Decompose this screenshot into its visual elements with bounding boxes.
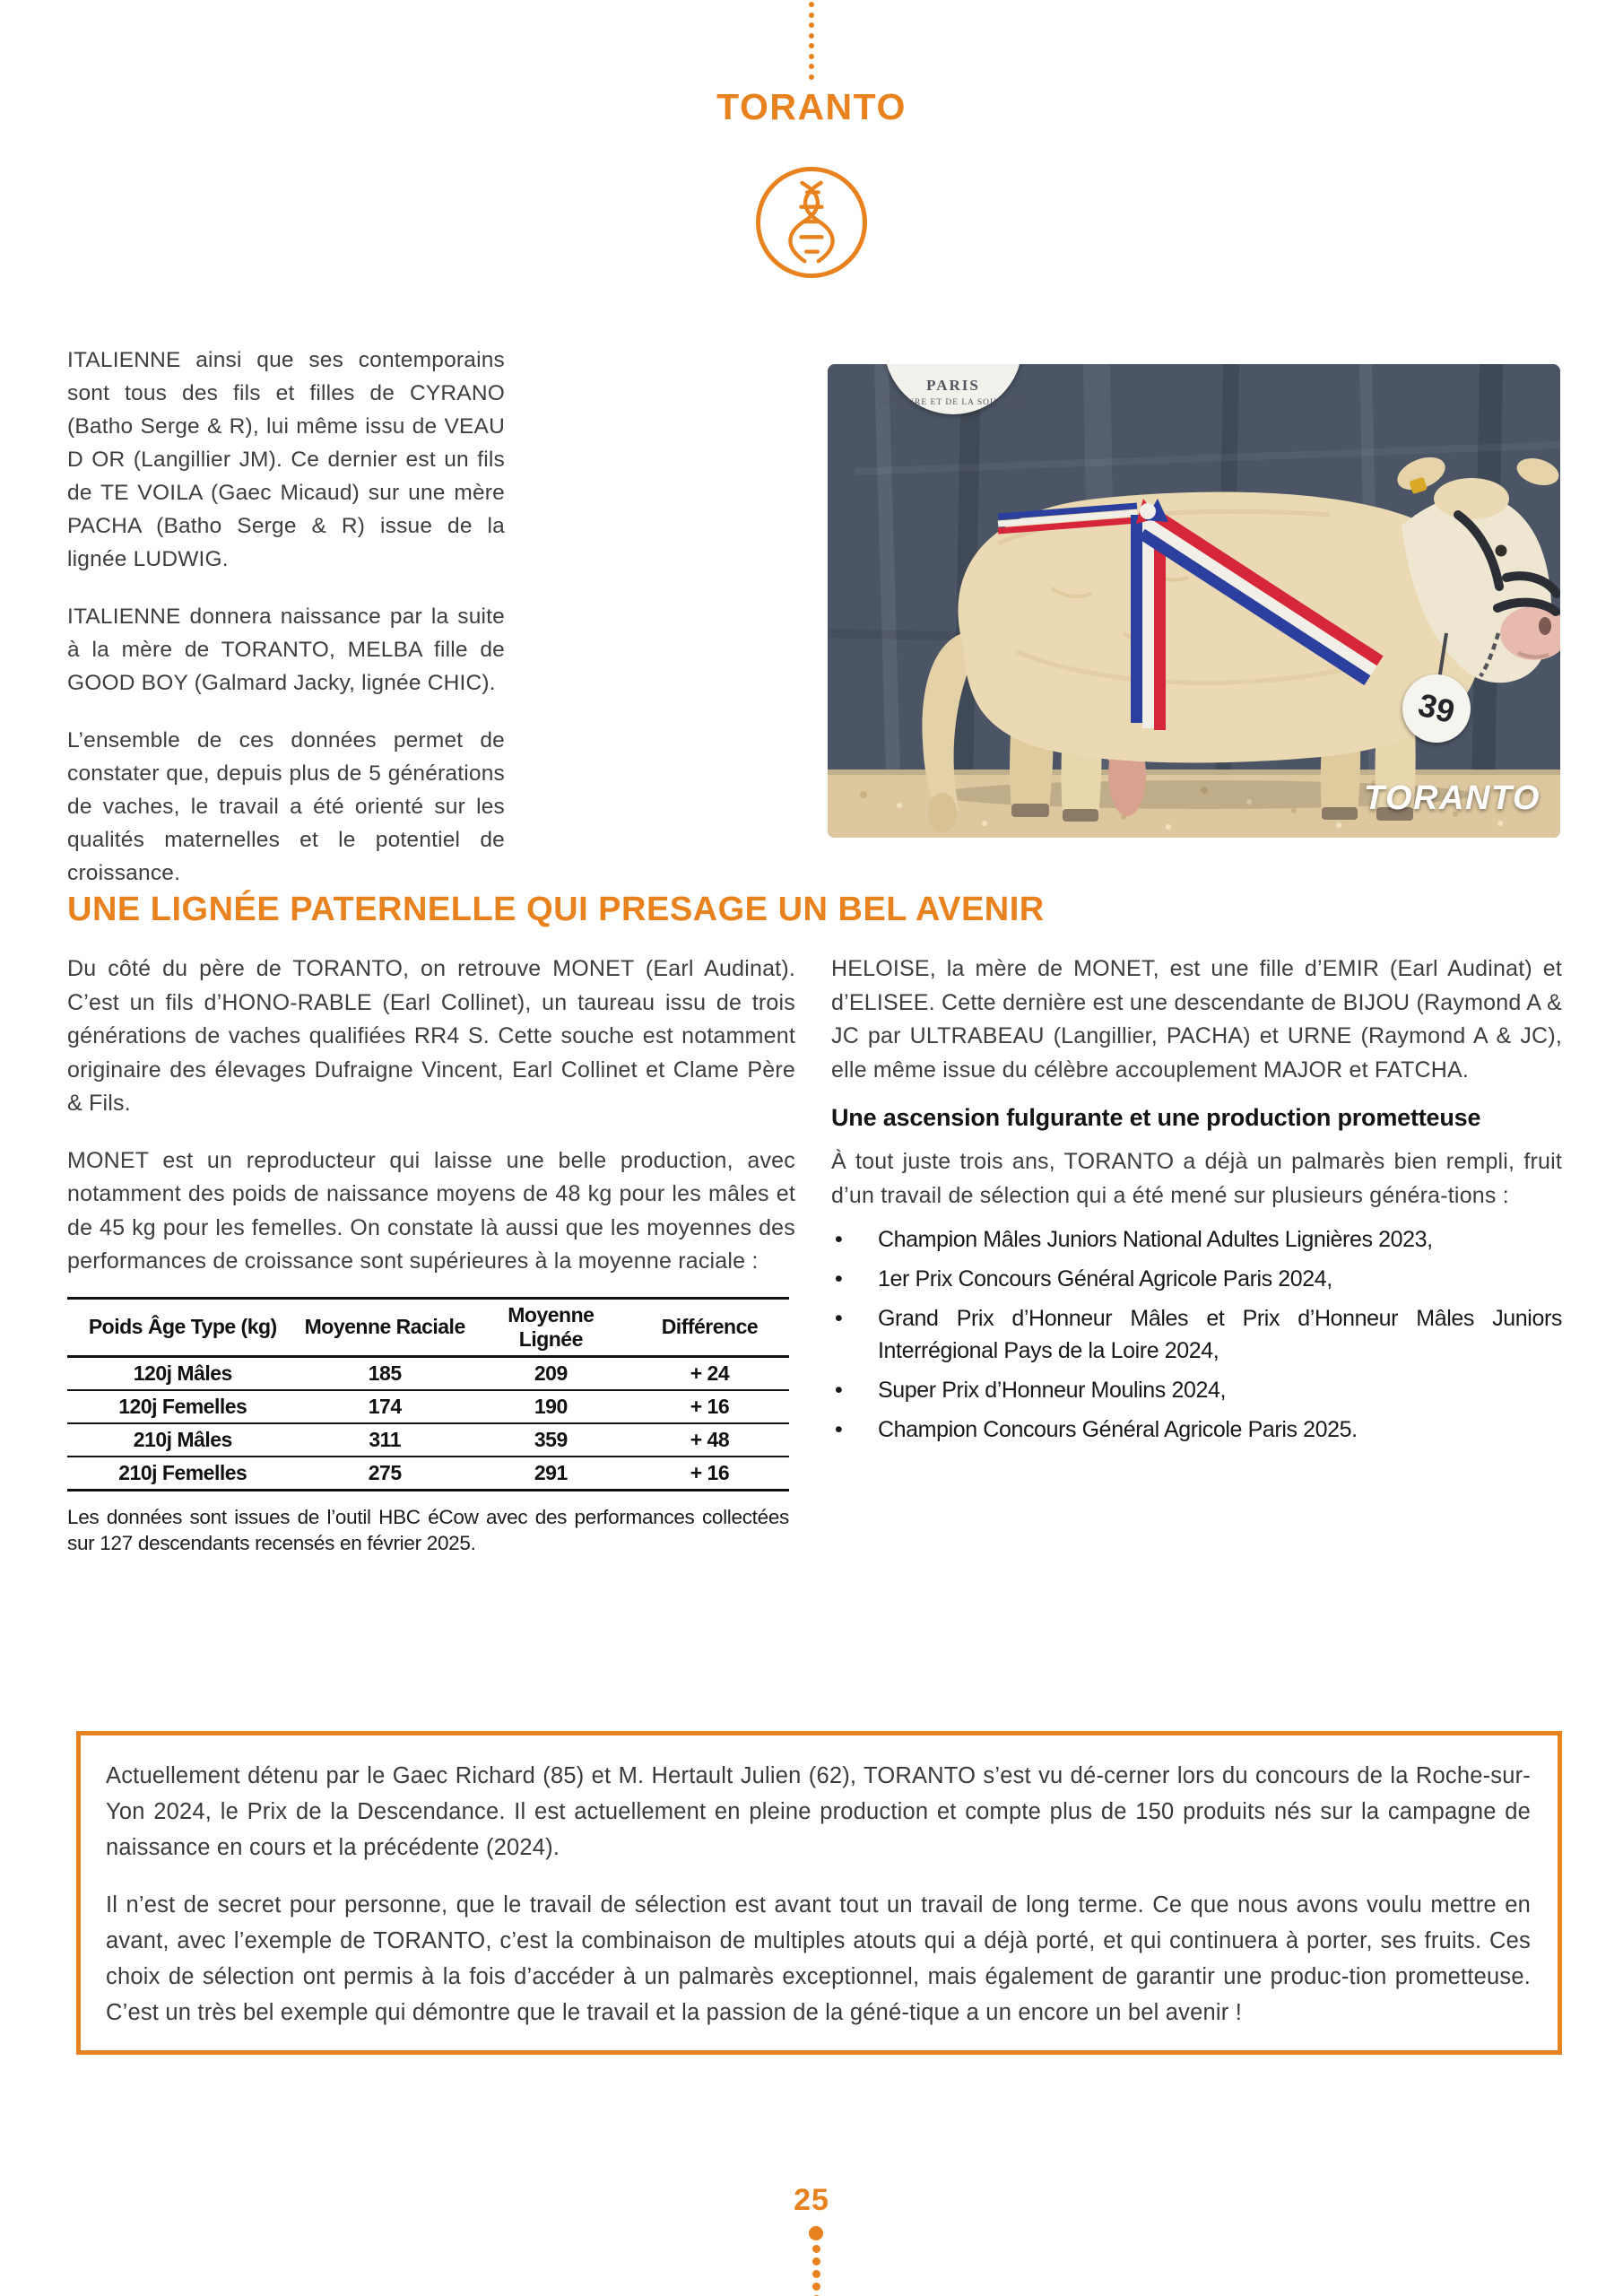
page-title: TORANTO: [716, 86, 907, 127]
intro-column: [67, 344, 505, 914]
awards-list: [831, 1223, 1562, 1446]
photo-label: TORANTO: [1364, 779, 1541, 817]
bull-photo: [828, 364, 1560, 838]
medallion-title: PARIS: [926, 377, 980, 394]
section-paragraph: À tout juste trois ans, TORANTO a déjà un palmarès bien rempli, fruit d’un travail de sélection qui a été mené sur plusieurs généra-tions :: [831, 1149, 1562, 1208]
dot: [809, 22, 814, 28]
intro-paragraph-2: ITALIENNE donnera naissance par la suite à la mère de TORANTO, MELBA fille de GOOD BOY (Galmard Jacky, lignée CHIC).: [67, 604, 505, 695]
section-right-column: [831, 952, 1562, 1453]
dna-icon: [756, 167, 867, 278]
dot: [809, 43, 814, 48]
table-cell: 275: [299, 1457, 472, 1491]
dot: [812, 2283, 820, 2291]
table-cell: 210j Mâles: [67, 1423, 299, 1457]
intro-paragraph-1: ITALIENNE ainsi que ses contemporains sont tous des fils et filles de CYRANO (Batho Serge & R), lui même issu de VEAU D OR (Langillier JM). Ce dernier est un fils de TE VOILA (Gaec Micaud) sur une mère PACHA (Batho Serge & R) issue de la lignée LUDWIG.: [67, 348, 505, 571]
performance-table: [67, 1297, 789, 1492]
table-cell: + 16: [630, 1390, 789, 1423]
table-cell: 185: [299, 1356, 472, 1390]
dot: [812, 2245, 820, 2253]
page-number: 25: [794, 2183, 829, 2217]
table-cell: 210j Femelles: [67, 1457, 299, 1491]
award-medallion: [879, 364, 1028, 414]
table-cell: + 16: [630, 1457, 789, 1491]
section-paragraph: HELOISE, la mère de MONET, est une fille d’EMIR (Earl Audinat) et d’ELISEE. Cette dernière est une descendante de BIJOU (Raymond A & JC par ULTRABEAU (Langillier, PACHA) et URNE (Raymond A & JC), elle même issue du célèbre accouplement MAJOR et FATCHA.: [831, 956, 1562, 1083]
table-row: [67, 1390, 789, 1423]
bull-photo-illustration: [828, 364, 1560, 838]
dot: [812, 2270, 820, 2278]
dot: [809, 2226, 823, 2240]
dotted-line-top: [809, 2, 814, 80]
section-paragraph: Du côté du père de TORANTO, on retrouve MONET (Earl Audinat). C’est un fils d’HONO-RABLE (Earl Collinet), un taureau issu de trois générations de vaches qualifiées RR4 S. Cette souche est notamment originaire des élevages Dufraigne Vincent, Earl Collinet et Clame Père & Fils.: [67, 956, 795, 1116]
table-cell: 190: [472, 1390, 630, 1423]
dot: [809, 64, 814, 69]
table-cell: + 48: [630, 1423, 789, 1457]
table-caption: Les données sont issues de l’outil HBC éCow avec des performances collectées sur 127 descendants recensés en février 2025.: [67, 1505, 789, 1554]
award-item: • 1er Prix Concours Général Agricole Paris 2024,: [831, 1263, 1562, 1295]
section-paragraph: MONET est un reproducteur qui laisse une belle production, avec notamment des poids de naissance moyens de 48 kg pour les mâles et de 45 kg pour les femelles. On constate là aussi que les moyennes des performances de croissance sont supérieures à la moyenne raciale :: [67, 1147, 795, 1274]
table-cell: + 24: [630, 1356, 789, 1390]
dotted-line-bottom: [809, 2226, 823, 2296]
dot: [809, 74, 814, 80]
table-cell: 359: [472, 1423, 630, 1457]
section-heading: UNE LIGNÉE PATERNELLE QUI PRESAGE UN BEL AVENIR: [67, 891, 1045, 928]
highlight-paragraph: Actuellement détenu par le Gaec Richard (85) et M. Hertault Julien (62), TORANTO s’est vu dé-cerner lors du concours de la Roche-sur-Yon 2024, le Prix de la Descendance. Il est actuellement en pleine production et compte plus de 150 produits nés sur la campagne de naissance en cours et la précédente (2024).: [106, 1763, 1531, 1860]
column-header: Poids Âge Type (kg): [67, 1298, 299, 1356]
table-row: [67, 1356, 789, 1390]
highlight-paragraph: Il n’est de secret pour personne, que le travail de sélection est avant tout un travail de long terme. Ce que nous avons voulu mettre en avant, avec l’exemple de TORANTO, c’est la combinaison de multiples atouts qui a déjà porté, et qui continuera à porter, ses fruits. Ces choix de sélection ont permis à la fois d’accéder à un palmarès exceptionnel, mais également de garantir une produc-tion prometteuse. C’est un très bel exemple qui démontre que le travail et la passion de la géné-tique a un encore un bel avenir !: [106, 1892, 1531, 2025]
dot: [809, 33, 814, 39]
highlight-box: [76, 1731, 1562, 2055]
table-row: [67, 1457, 789, 1491]
dot: [809, 2, 814, 7]
award-item: • Grand Prix d’Honneur Mâles et Prix d’Honneur Mâles Juniors Interrégional Pays de la Loire 2024,: [831, 1302, 1562, 1367]
column-header: Différence: [630, 1298, 789, 1356]
section-left-column: [67, 952, 795, 1556]
dot: [809, 13, 814, 18]
table-cell: 291: [472, 1457, 630, 1491]
dna-helix-icon: [784, 179, 839, 265]
dot: [812, 2257, 820, 2266]
table-row: [67, 1423, 789, 1457]
award-item: • Super Prix d’Honneur Moulins 2024,: [831, 1374, 1562, 1406]
performance-table-header: [67, 1298, 789, 1356]
dot: [809, 54, 814, 59]
table-cell: 209: [472, 1356, 630, 1390]
table-cell: 120j Mâles: [67, 1356, 299, 1390]
award-item: • Champion Concours Général Agricole Paris 2025.: [831, 1413, 1562, 1446]
award-item: • Champion Mâles Juniors National Adultes Lignières 2023,: [831, 1223, 1562, 1256]
subsection-heading: Une ascension fulgurante et une production prometteuse: [831, 1104, 1481, 1131]
column-header: Moyenne Raciale: [299, 1298, 472, 1356]
column-header: Moyenne Lignée: [472, 1298, 630, 1356]
exhibitor-number-badge: 39: [1395, 667, 1478, 750]
medallion-arc-text: ICULTURE ET DE LA SOUVERAI: [879, 398, 1028, 407]
table-cell: 174: [299, 1390, 472, 1423]
table-cell: 311: [299, 1423, 472, 1457]
table-cell: 120j Femelles: [67, 1390, 299, 1423]
intro-paragraph-3: L’ensemble de ces données permet de constater que, depuis plus de 5 générations de vaches, le travail a été orienté sur les qualités maternelles et le potentiel de croissance.: [67, 728, 505, 885]
